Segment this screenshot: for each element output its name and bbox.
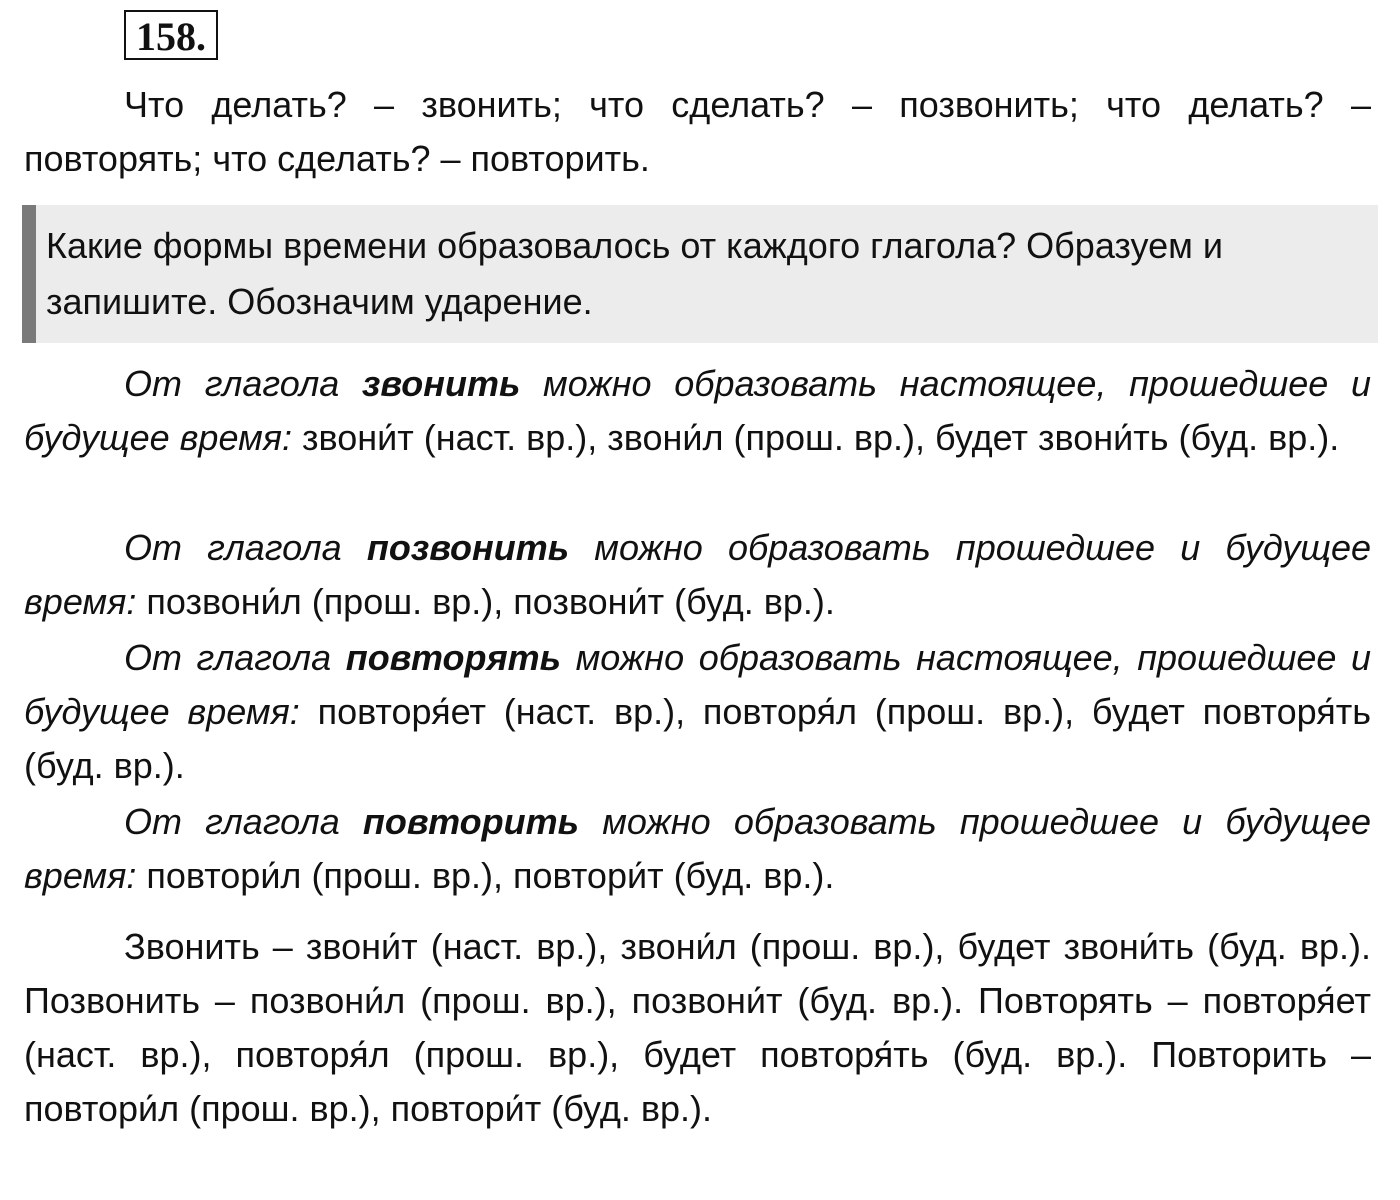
answer-label: можно образовать прошедшее и будущее время: bbox=[24, 527, 1371, 622]
answer-forms: звони́т (наст. вр.), звони́л (прош. вр.), будет звони́ть (буд. вр.). bbox=[291, 417, 1340, 458]
exercise-number: 158. bbox=[124, 10, 218, 60]
answer-verb: звонить bbox=[362, 363, 521, 404]
answer-lead: От глагола bbox=[124, 527, 367, 568]
intro-paragraph: Что делать? – звонить; что сделать? – позвонить; что делать? – повторять; что сделать? – повторить. bbox=[24, 84, 1371, 179]
answer-lead: От глагола bbox=[124, 801, 363, 842]
answer-forms: позвони́л (прош. вр.), позвони́т (буд. вр.). bbox=[136, 581, 835, 622]
answer-verb: повторить bbox=[362, 801, 580, 842]
answer-verb: повторять bbox=[345, 637, 562, 678]
answer-lead: От глагола bbox=[124, 363, 362, 404]
answer-lead: От глагола bbox=[124, 637, 346, 678]
summary-paragraph: Звонить – звони́т (наст. вр.), звони́л (прош. вр.), будет звони́ть (буд. вр.). Позвонить – позвони́л (прош. вр.), позвони́т (буд. вр.). Повторять – повторя́ет (наст. вр.), повторя́л (прош. вр.), будет повторя́ть (буд. вр.). Повторить – повтори́л (прош. вр.), повтори́т (буд. вр.). bbox=[24, 926, 1371, 1129]
answer-paragraph bbox=[24, 795, 1371, 903]
answer-verb: позвонить bbox=[366, 527, 570, 568]
answer-label: можно образовать настоящее, прошедшее и будущее время: bbox=[24, 363, 1371, 458]
answer-label: можно образовать настоящее, прошедшее и будущее время: bbox=[24, 637, 1371, 732]
answer-forms: повтори́л (прош. вр.), повтори́т (буд. вр.). bbox=[136, 855, 835, 896]
answer-forms: повторя́ет (наст. вр.), повторя́л (прош. вр.), будет повторя́ть (буд. вр.). bbox=[24, 691, 1371, 786]
answer-paragraph bbox=[24, 631, 1371, 793]
answer-label: можно образовать прошедшее и будущее время: bbox=[24, 801, 1371, 896]
answer-paragraph bbox=[24, 357, 1371, 465]
answer-paragraph bbox=[24, 521, 1371, 629]
task-text: Какие формы времени образовалось от каждого глагола? Образуем и запишите. Обозначим ударение. bbox=[46, 225, 1224, 322]
